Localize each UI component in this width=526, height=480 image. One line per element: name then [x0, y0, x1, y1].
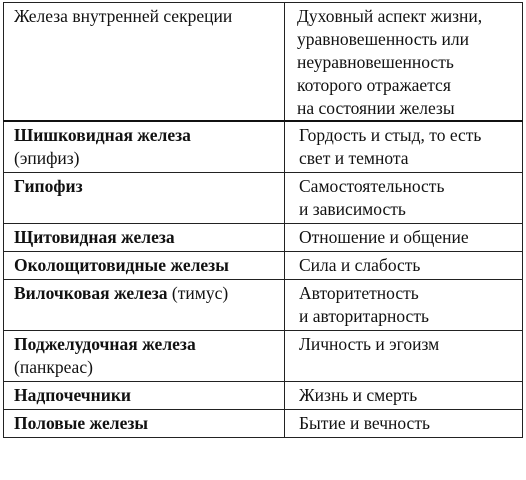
aspect-cell [285, 252, 523, 280]
gland-cell [4, 121, 285, 173]
gland-cell [4, 173, 285, 224]
gland-name: Гипофиз [14, 176, 83, 196]
header-aspect-line: на состоянии железы [297, 98, 455, 118]
table-row [4, 331, 523, 382]
table-row [4, 252, 523, 280]
aspect-cell [285, 224, 523, 252]
table-row [4, 382, 523, 410]
aspect-line: Гордость и стыд, то есть [299, 125, 482, 145]
table-header-row [4, 3, 523, 122]
aspect-line: свет и темнота [299, 148, 409, 168]
gland-name: Вилочковая железа [14, 283, 168, 303]
table-row [4, 173, 523, 224]
aspect-cell [285, 331, 523, 382]
aspect-cell [285, 410, 523, 438]
gland-name: Поджелудочная железа [14, 334, 196, 354]
aspect-line: Сила и слабость [299, 255, 421, 275]
gland-cell [4, 331, 285, 382]
aspect-line: Самостоятельность [299, 176, 445, 196]
gland-alt-name: (эпифиз) [14, 148, 80, 168]
gland-name: Щитовидная железа [14, 227, 175, 247]
aspect-line: и зависимость [299, 199, 406, 219]
table-row [4, 121, 523, 173]
glands-table [3, 2, 523, 438]
gland-name: Околощитовидные железы [14, 255, 229, 275]
header-aspect-line: неуравновешенность [297, 52, 454, 72]
aspect-cell [285, 121, 523, 173]
table-body [4, 121, 523, 438]
header-aspect [285, 3, 523, 122]
aspect-line: Отношение и общение [299, 227, 469, 247]
aspect-cell [285, 280, 523, 331]
header-aspect-line: Духовный аспект жизни, [297, 6, 483, 26]
aspect-line: и авторитарность [299, 306, 429, 326]
header-gland-line: Железа внутренней секреции [14, 6, 233, 26]
gland-cell [4, 410, 285, 438]
gland-cell [4, 382, 285, 410]
header-aspect-line: которого отражается [297, 75, 451, 95]
aspect-cell [285, 382, 523, 410]
gland-name: Шишковидная железа [14, 125, 191, 145]
aspect-line: Бытие и вечность [299, 413, 430, 433]
aspect-line: Авторитетность [299, 283, 419, 303]
table-row [4, 410, 523, 438]
table-row [4, 280, 523, 331]
aspect-cell [285, 173, 523, 224]
header-aspect-line: уравновешенность или [297, 29, 469, 49]
gland-cell [4, 252, 285, 280]
aspect-line: Жизнь и смерть [299, 385, 418, 405]
header-gland [4, 3, 285, 122]
gland-name: Надпочечники [14, 385, 131, 405]
aspect-line: Личность и эгоизм [299, 334, 440, 354]
gland-cell [4, 224, 285, 252]
gland-cell [4, 280, 285, 331]
gland-alt-name: (тимус) [171, 283, 229, 303]
gland-name: Половые железы [14, 413, 149, 433]
table-row [4, 224, 523, 252]
gland-alt-name: (панкреас) [14, 357, 93, 377]
